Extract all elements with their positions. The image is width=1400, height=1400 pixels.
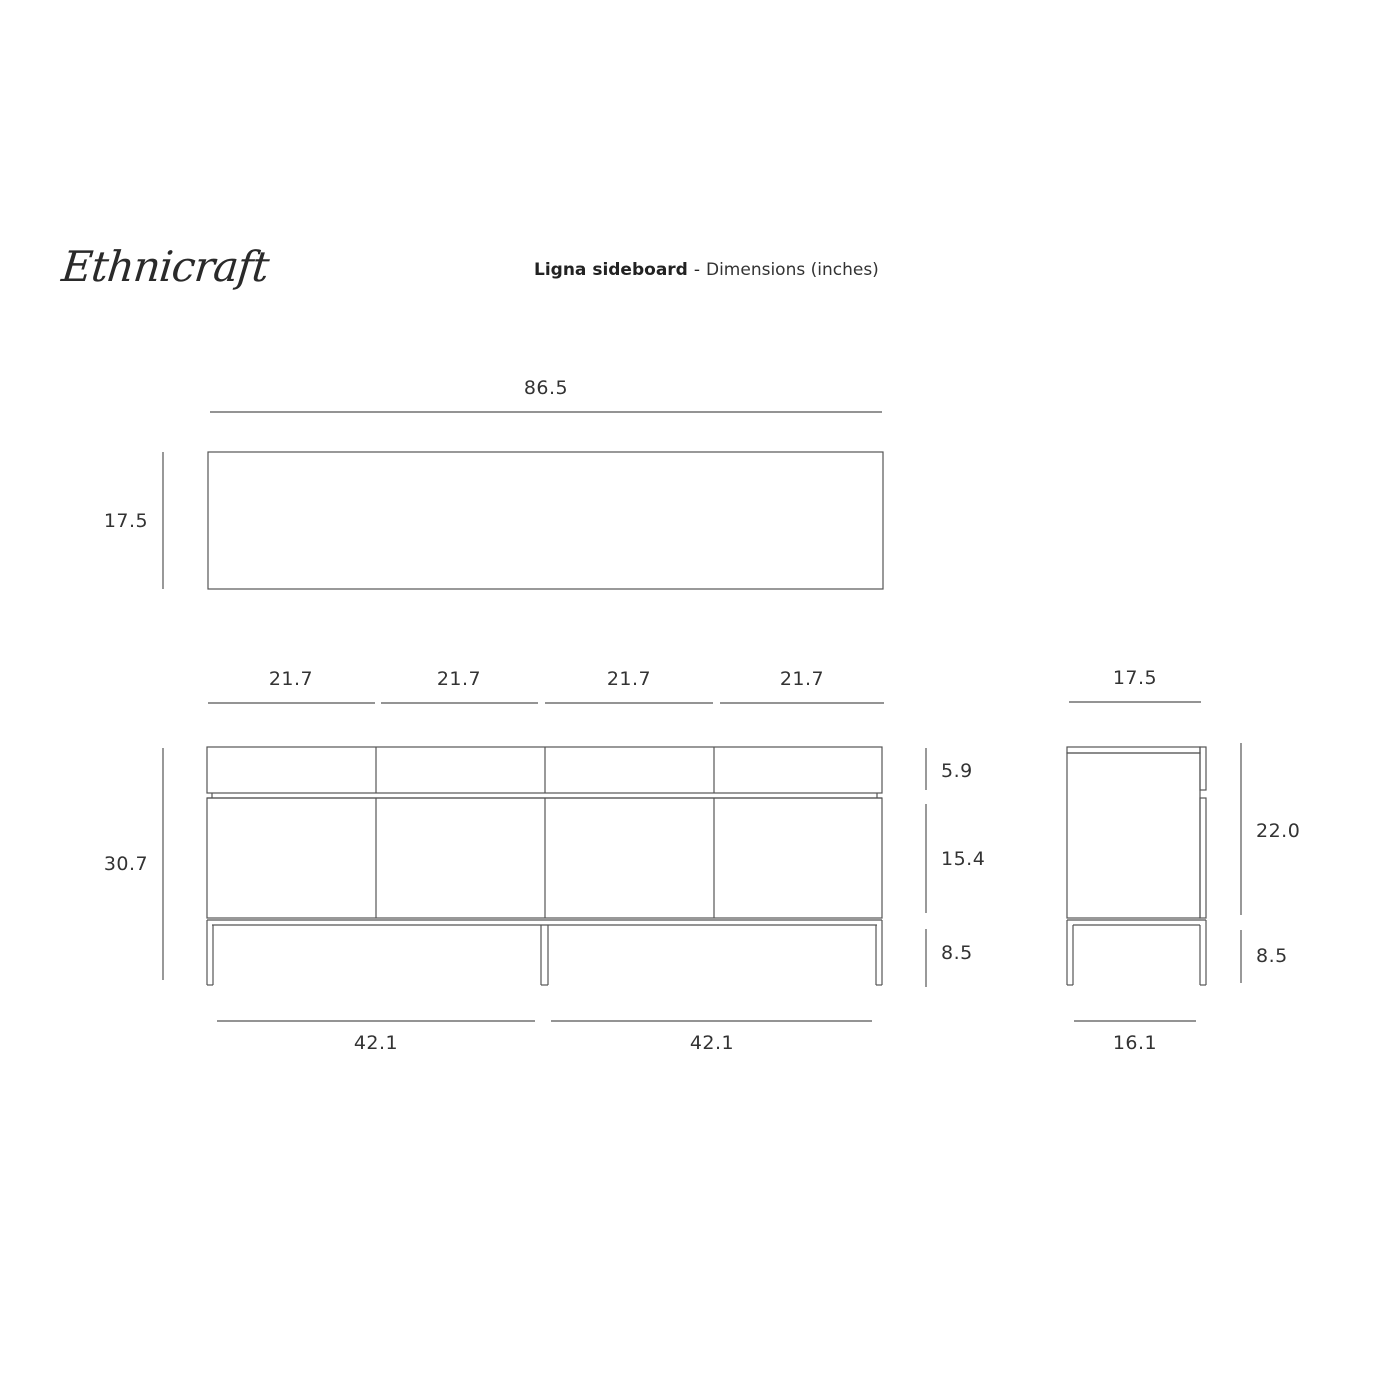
base-width-label-1: 42.1 <box>353 1032 399 1054</box>
door-width-label-2: 21.7 <box>436 668 482 690</box>
door-height-label: 15.4 <box>941 848 986 870</box>
side-depth-label: 17.5 <box>1112 667 1158 689</box>
side-top-panel <box>1067 747 1200 753</box>
top-view <box>163 412 883 589</box>
drawer-height-label: 5.9 <box>941 760 973 782</box>
door-width-label-1: 21.7 <box>268 668 314 690</box>
front-height-label: 30.7 <box>103 853 149 875</box>
side-view <box>1067 702 1241 1021</box>
side-leg-height-label: 8.5 <box>1256 945 1288 967</box>
base-width-label-2: 42.1 <box>689 1032 735 1054</box>
door-width-label-4: 21.7 <box>779 668 825 690</box>
top-view-outline <box>208 452 883 589</box>
side-body <box>1067 753 1200 918</box>
top-depth-label: 17.5 <box>103 510 149 532</box>
door-width-label-3: 21.7 <box>606 668 652 690</box>
side-body-height-label: 22.0 <box>1256 820 1301 842</box>
title-subtitle: Dimensions (inches) <box>705 260 879 280</box>
top-width-label: 86.5 <box>523 377 569 399</box>
leg-height-label: 8.5 <box>941 942 973 964</box>
side-drawer-front <box>1200 747 1206 790</box>
side-base-depth-label: 16.1 <box>1112 1032 1158 1054</box>
ethnicraft-logo: Ethnicraft <box>59 242 271 291</box>
front-view <box>163 703 926 1021</box>
title-separator: - <box>693 260 700 280</box>
product-name: Ligna sideboard <box>534 260 688 280</box>
side-door-front <box>1200 798 1206 918</box>
